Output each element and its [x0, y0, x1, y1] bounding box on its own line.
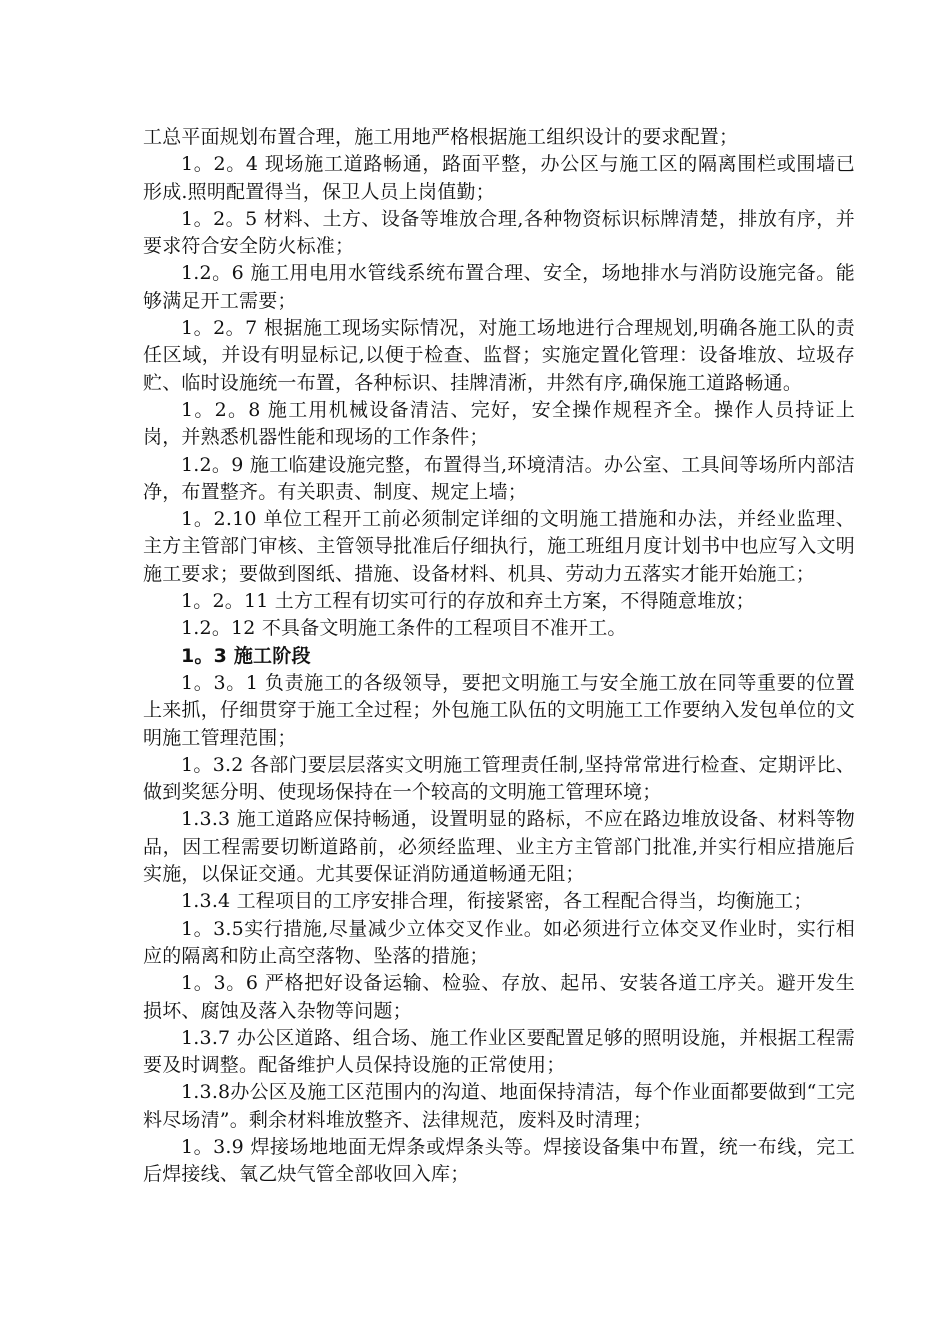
- paragraph-1-2-7: 1。2。7 根据施工现场实际情况，对施工场地进行合理规划,明确各施工队的责任区域，并设有明显标记,以便于检查、监督；实施定置化管理：设备堆放、垃圾存贮、临时设施统一布置，各种标识、挂牌清淅，井然有序,确保施工道路畅通。: [143, 317, 855, 394]
- document-body: [143, 124, 855, 1189]
- paragraph-1-2-8: 1。2。8 施工用机械设备清洁、完好，安全操作规程齐全。操作人员持证上岗，并熟悉机器性能和现场的工作条件；: [143, 398, 855, 449]
- paragraph-1-3-3: 1.3.3 施工道路应保持畅通，设置明显的路标，不应在路边堆放设备、材料等物品，因工程需要切断道路前，必须经监理、业主方主管部门批准,并实行相应措施后实施，以保证交通。尤其要保证消防通道畅通无阻；: [143, 808, 855, 886]
- paragraph-1-3-2: 1。3.2 各部门要层层落实文明施工管理责任制,坚持常常进行检查、定期评比、做到奖惩分明、使现场保持在一个较高的文明施工管理环境；: [143, 753, 855, 804]
- paragraph-1-3-4: 1.3.4 工程项目的工序安排合理，衔接紧密，各工程配合得当，均衡施工；: [181, 890, 813, 913]
- paragraph-1-2-5: 1。2。5 材料、土方、设备等堆放合理,各种物资标识标牌清楚，排放有序，并要求符合安全防火标准；: [143, 207, 855, 258]
- paragraph-1-2-6: 1.2。6 施工用电用水管线系统布置合理、安全，场地排水与消防设施完备。能够满足开工需要；: [143, 262, 855, 312]
- paragraph-1-2-11: 1。2。11 土方工程有切实可行的存放和弃土方案，不得随意堆放；: [181, 590, 755, 613]
- paragraph-1-3-1: 1。3。1 负责施工的各级领导，要把文明施工与安全施工放在同等重要的位置上来抓，仔细贯穿于施工全过程；外包施工队伍的文明施工工作要纳入发包单位的文明施工管理范围；: [143, 671, 855, 749]
- paragraph-1-2-4: 1。2。4 现场施工道路畅通，路面平整，办公区与施工区的隔离围栏或围墙已形成.照明配置得当，保卫人员上岗值勤；: [143, 153, 855, 203]
- paragraph-1-2-10: 1。2.10 单位工程开工前必须制定详细的文明施工措施和办法，并经业监理、主方主管部门审核、主管领导批准后仔细执行，施工班组月度计划书中也应写入文明施工要求；要做到图纸、措施、设备材料、机具、劳动力五落实才能开始施工；: [143, 508, 855, 585]
- paragraph-1-3-9: 1。3.9 焊接场地地面无焊条或焊条头等。焊接设备集中布置，统一布线，完工后焊接线、氧乙炔气管全部收回入库；: [143, 1135, 855, 1186]
- paragraph-1-3-6: 1。3。6 严格把好设备运输、检验、存放、起吊、安装各道工序关。避开发生损坏、腐蚀及落入杂物等问题；: [143, 972, 855, 1022]
- section-heading: 1。3 施工阶段: [181, 644, 311, 667]
- paragraph-1-3-5: 1。3.5实行措施,尽量减少立体交叉作业。如必须进行立体交叉作业时，实行相应的隔离和防止高空落物、坠落的措施；: [143, 917, 855, 967]
- paragraph-1-2-12: 1.2。12 不具备文明施工条件的工程项目不准开工。: [181, 617, 627, 640]
- paragraph-1-3-7: 1.3.7 办公区道路、组合场、施工作业区要配置足够的照明设施，并根据工程需要及时调整。配备维护人员保持设施的正常使用；: [143, 1026, 855, 1077]
- paragraph-1-2-9: 1.2。9 施工临建设施完整，布置得当,环境清洁。办公室、工具间等场所内部洁净，布置整齐。有关职责、制度、规定上墙；: [143, 453, 855, 503]
- paragraph-1-3-8: 1.3.8办公区及施工区范围内的沟道、地面保持清洁，每个作业面都要做到“工完料尽场清”。剩余材料堆放整齐、法律规范，废料及时清理；: [143, 1081, 855, 1131]
- paragraph-continuation: 工总平面规划布置合理，施工用地严格根据施工组织设计的要求配置；: [143, 126, 739, 148]
